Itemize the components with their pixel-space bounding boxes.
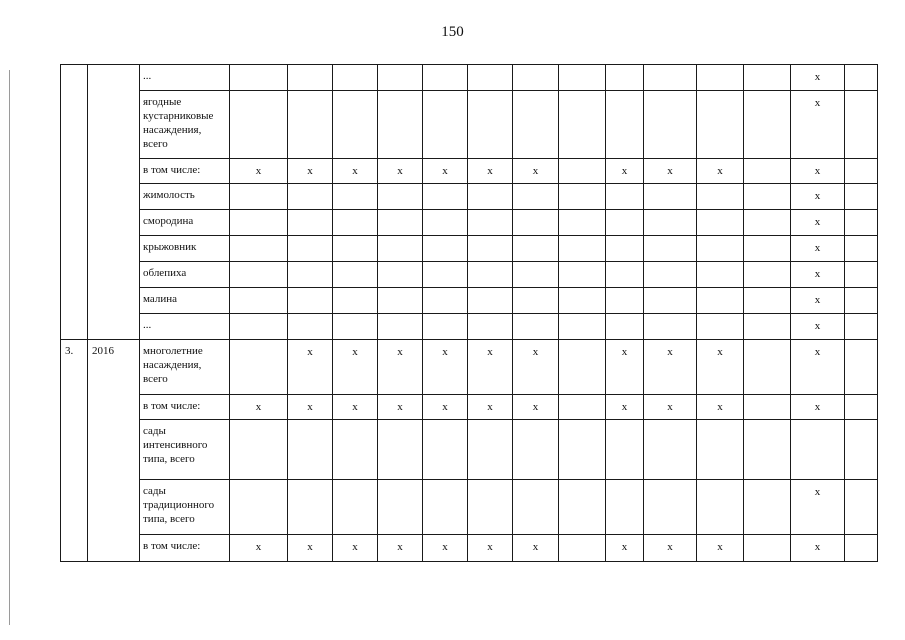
value-cell <box>744 210 791 236</box>
value-cell <box>513 395 559 420</box>
value-cell <box>697 535 744 562</box>
value-cell <box>378 236 423 262</box>
value-cell <box>744 288 791 314</box>
value-cell <box>697 210 744 236</box>
value-cell <box>513 480 559 535</box>
value-cell <box>513 159 559 184</box>
value-cell <box>559 65 606 91</box>
value-cell <box>845 210 878 236</box>
table-row <box>61 288 878 314</box>
value-cell <box>333 262 378 288</box>
value-cell <box>378 395 423 420</box>
cell-mark: x <box>352 401 358 413</box>
margin-line <box>9 70 10 625</box>
value-cell <box>513 420 559 480</box>
value-cell <box>744 159 791 184</box>
value-cell <box>468 314 513 340</box>
value-cell <box>513 91 559 159</box>
value-cell <box>559 395 606 420</box>
value-cell <box>744 420 791 480</box>
cell-mark: x <box>307 346 313 358</box>
value-cell <box>513 236 559 262</box>
value-cell <box>606 210 644 236</box>
value-cell <box>644 535 697 562</box>
value-cell <box>333 236 378 262</box>
value-cell <box>288 65 333 91</box>
value-cell <box>288 184 333 210</box>
value-cell <box>378 314 423 340</box>
value-cell <box>423 340 468 395</box>
value-cell <box>468 159 513 184</box>
value-cell <box>791 236 845 262</box>
cell-mark: x <box>717 346 723 358</box>
cell-mark: x <box>255 165 262 177</box>
value-cell <box>230 184 288 210</box>
table-row <box>61 236 878 262</box>
value-cell <box>644 288 697 314</box>
value-cell <box>559 314 606 340</box>
value-cell <box>423 420 468 480</box>
table-row <box>61 314 878 340</box>
cell-mark: x <box>442 541 448 553</box>
value-cell <box>697 236 744 262</box>
cell-mark: x <box>532 165 539 177</box>
data-table <box>60 64 878 562</box>
value-cell <box>559 159 606 184</box>
value-cell <box>845 262 878 288</box>
cell-mark: x <box>814 320 821 332</box>
value-cell <box>423 236 468 262</box>
value-cell <box>468 262 513 288</box>
value-cell <box>333 288 378 314</box>
value-cell <box>230 262 288 288</box>
value-cell <box>845 288 878 314</box>
cell-mark: x <box>307 401 313 413</box>
value-cell <box>333 480 378 535</box>
value-cell <box>423 184 468 210</box>
value-cell <box>288 480 333 535</box>
cell-mark: x <box>487 165 493 177</box>
value-cell <box>559 288 606 314</box>
value-cell <box>697 262 744 288</box>
value-cell <box>378 288 423 314</box>
table-row <box>61 184 878 210</box>
value-cell <box>791 159 845 184</box>
value-cell <box>378 159 423 184</box>
table-row <box>61 65 878 91</box>
category-label-cell: сады традиционного типа, всего <box>140 480 230 535</box>
category-label-cell: смородина <box>140 210 230 236</box>
cell-mark: x <box>814 268 821 280</box>
value-cell <box>230 314 288 340</box>
value-cell <box>791 420 845 480</box>
value-cell <box>423 159 468 184</box>
value-cell <box>230 236 288 262</box>
category-label-cell: крыжовник <box>140 236 230 262</box>
value-cell <box>230 340 288 395</box>
value-cell <box>644 236 697 262</box>
cell-mark: x <box>621 401 628 413</box>
value-cell <box>423 480 468 535</box>
value-cell <box>230 395 288 420</box>
value-cell <box>230 65 288 91</box>
value-cell <box>288 210 333 236</box>
value-cell <box>791 210 845 236</box>
cell-mark: x <box>621 541 628 553</box>
value-cell <box>513 314 559 340</box>
value-cell <box>606 159 644 184</box>
row-number-cell <box>61 65 88 340</box>
value-cell <box>606 184 644 210</box>
value-cell <box>644 340 697 395</box>
value-cell <box>606 91 644 159</box>
value-cell <box>423 262 468 288</box>
value-cell <box>606 288 644 314</box>
value-cell <box>288 314 333 340</box>
year-cell: 2016 <box>88 340 140 562</box>
value-cell <box>791 480 845 535</box>
value-cell <box>288 395 333 420</box>
value-cell <box>791 288 845 314</box>
value-cell <box>559 480 606 535</box>
table-row <box>61 480 878 535</box>
value-cell <box>845 480 878 535</box>
value-cell <box>288 91 333 159</box>
value-cell <box>697 65 744 91</box>
value-cell <box>423 65 468 91</box>
value-cell <box>378 184 423 210</box>
value-cell <box>845 535 878 562</box>
value-cell <box>333 420 378 480</box>
value-cell <box>230 210 288 236</box>
cell-mark: x <box>352 165 358 177</box>
value-cell <box>559 91 606 159</box>
value-cell <box>644 210 697 236</box>
value-cell <box>606 262 644 288</box>
value-cell <box>697 159 744 184</box>
value-cell <box>468 236 513 262</box>
value-cell <box>513 184 559 210</box>
value-cell <box>744 184 791 210</box>
value-cell <box>288 288 333 314</box>
value-cell <box>559 535 606 562</box>
value-cell <box>423 395 468 420</box>
value-cell <box>606 480 644 535</box>
category-label-cell: ... <box>140 314 230 340</box>
value-cell <box>606 340 644 395</box>
value-cell <box>644 159 697 184</box>
value-cell <box>513 288 559 314</box>
value-cell <box>559 340 606 395</box>
value-cell <box>230 91 288 159</box>
value-cell <box>333 395 378 420</box>
value-cell <box>845 184 878 210</box>
value-cell <box>423 288 468 314</box>
value-cell <box>468 420 513 480</box>
cell-mark: x <box>352 346 358 358</box>
value-cell <box>468 395 513 420</box>
value-cell <box>468 210 513 236</box>
value-cell <box>606 535 644 562</box>
value-cell <box>744 395 791 420</box>
value-cell <box>606 395 644 420</box>
value-cell <box>378 340 423 395</box>
category-label-cell: ... <box>140 65 230 91</box>
value-cell <box>378 420 423 480</box>
value-cell <box>697 91 744 159</box>
cell-mark: x <box>814 242 821 254</box>
cell-mark: x <box>814 294 821 306</box>
value-cell <box>697 288 744 314</box>
category-label-cell: облепиха <box>140 262 230 288</box>
value-cell <box>744 65 791 91</box>
cell-mark: x <box>814 190 821 202</box>
table-row <box>61 535 878 562</box>
value-cell <box>697 480 744 535</box>
value-cell <box>791 340 845 395</box>
value-cell <box>644 314 697 340</box>
cell-mark: x <box>814 541 821 553</box>
value-cell <box>791 184 845 210</box>
value-cell <box>468 91 513 159</box>
value-cell <box>333 535 378 562</box>
cell-mark: x <box>667 346 673 358</box>
value-cell <box>468 65 513 91</box>
value-cell <box>845 65 878 91</box>
value-cell <box>288 159 333 184</box>
value-cell <box>697 340 744 395</box>
cell-mark: x <box>814 401 821 413</box>
cell-mark: x <box>532 401 539 413</box>
cell-mark: x <box>717 165 723 177</box>
value-cell <box>288 420 333 480</box>
value-cell <box>468 184 513 210</box>
table-row <box>61 210 878 236</box>
table-row <box>61 420 878 480</box>
category-label-cell: в том числе: <box>140 159 230 184</box>
cell-mark: x <box>307 165 313 177</box>
value-cell <box>791 314 845 340</box>
cell-mark: x <box>814 486 821 498</box>
value-cell <box>513 535 559 562</box>
value-cell <box>230 480 288 535</box>
value-cell <box>513 340 559 395</box>
value-cell <box>423 535 468 562</box>
value-cell <box>791 262 845 288</box>
table-row <box>61 159 878 184</box>
value-cell <box>744 480 791 535</box>
value-cell <box>791 395 845 420</box>
value-cell <box>513 210 559 236</box>
cell-mark: x <box>814 71 821 83</box>
value-cell <box>468 340 513 395</box>
category-label-cell: сады интенсивного типа, всего <box>140 420 230 480</box>
cell-mark: x <box>667 401 673 413</box>
value-cell <box>423 314 468 340</box>
value-cell <box>644 395 697 420</box>
value-cell <box>644 480 697 535</box>
cell-mark: x <box>442 346 448 358</box>
cell-mark: x <box>397 401 403 413</box>
value-cell <box>791 91 845 159</box>
value-cell <box>744 314 791 340</box>
cell-mark: x <box>667 165 673 177</box>
value-cell <box>697 314 744 340</box>
value-cell <box>423 210 468 236</box>
table-row <box>61 91 878 159</box>
category-label-cell: многолетние насаждения, всего <box>140 340 230 395</box>
value-cell <box>606 420 644 480</box>
value-cell <box>333 65 378 91</box>
cell-mark: x <box>255 401 262 413</box>
value-cell <box>845 91 878 159</box>
cell-mark: x <box>814 165 821 177</box>
value-cell <box>644 420 697 480</box>
value-cell <box>845 340 878 395</box>
value-cell <box>606 236 644 262</box>
value-cell <box>378 262 423 288</box>
value-cell <box>744 535 791 562</box>
value-cell <box>606 65 644 91</box>
value-cell <box>288 340 333 395</box>
value-cell <box>333 159 378 184</box>
value-cell <box>791 65 845 91</box>
value-cell <box>744 340 791 395</box>
value-cell <box>468 288 513 314</box>
cell-mark: x <box>814 346 821 358</box>
cell-mark: x <box>487 346 493 358</box>
value-cell <box>378 480 423 535</box>
page-number: 150 <box>441 24 464 40</box>
value-cell <box>644 262 697 288</box>
cell-mark: x <box>352 541 358 553</box>
value-cell <box>230 288 288 314</box>
value-cell <box>333 210 378 236</box>
cell-mark: x <box>487 541 493 553</box>
value-cell <box>230 159 288 184</box>
value-cell <box>644 91 697 159</box>
value-cell <box>230 420 288 480</box>
value-cell <box>378 65 423 91</box>
value-cell <box>559 420 606 480</box>
value-cell <box>744 262 791 288</box>
value-cell <box>744 91 791 159</box>
cell-mark: x <box>487 401 493 413</box>
value-cell <box>333 184 378 210</box>
row-number-cell: 3. <box>61 340 88 562</box>
year-cell <box>88 65 140 340</box>
value-cell <box>378 91 423 159</box>
value-cell <box>644 65 697 91</box>
category-label-cell: ягодные кустарниковые насаждения, всего <box>140 91 230 159</box>
table-row <box>61 395 878 420</box>
value-cell <box>697 420 744 480</box>
cell-mark: x <box>397 346 403 358</box>
value-cell <box>230 535 288 562</box>
cell-mark: x <box>621 346 628 358</box>
value-cell <box>559 184 606 210</box>
value-cell <box>333 340 378 395</box>
cell-mark: x <box>621 165 628 177</box>
value-cell <box>513 262 559 288</box>
value-cell <box>288 236 333 262</box>
value-cell <box>423 91 468 159</box>
table-row <box>61 340 878 395</box>
table-row <box>61 262 878 288</box>
cell-mark: x <box>397 541 403 553</box>
cell-mark: x <box>532 346 539 358</box>
value-cell <box>697 184 744 210</box>
value-cell <box>559 210 606 236</box>
value-cell <box>288 262 333 288</box>
cell-mark: x <box>667 541 673 553</box>
value-cell <box>606 314 644 340</box>
value-cell <box>845 314 878 340</box>
value-cell <box>513 65 559 91</box>
cell-mark: x <box>442 165 448 177</box>
category-label-cell: малина <box>140 288 230 314</box>
cell-mark: x <box>532 541 539 553</box>
cell-mark: x <box>814 216 821 228</box>
value-cell <box>644 184 697 210</box>
value-cell <box>744 236 791 262</box>
cell-mark: x <box>307 541 313 553</box>
value-cell <box>288 535 333 562</box>
value-cell <box>845 236 878 262</box>
cell-mark: x <box>442 401 448 413</box>
value-cell <box>468 535 513 562</box>
value-cell <box>333 91 378 159</box>
value-cell <box>791 535 845 562</box>
category-label-cell: в том числе: <box>140 395 230 420</box>
category-label-cell: в том числе: <box>140 535 230 562</box>
category-label-cell: жимолость <box>140 184 230 210</box>
value-cell <box>845 159 878 184</box>
value-cell <box>559 236 606 262</box>
value-cell <box>333 314 378 340</box>
value-cell <box>378 210 423 236</box>
cell-mark: x <box>255 541 262 553</box>
value-cell <box>378 535 423 562</box>
cell-mark: x <box>814 97 821 109</box>
value-cell <box>559 262 606 288</box>
value-cell <box>468 480 513 535</box>
cell-mark: x <box>397 165 403 177</box>
cell-mark: x <box>717 401 723 413</box>
cell-mark: x <box>717 541 723 553</box>
value-cell <box>845 420 878 480</box>
value-cell <box>845 395 878 420</box>
value-cell <box>697 395 744 420</box>
